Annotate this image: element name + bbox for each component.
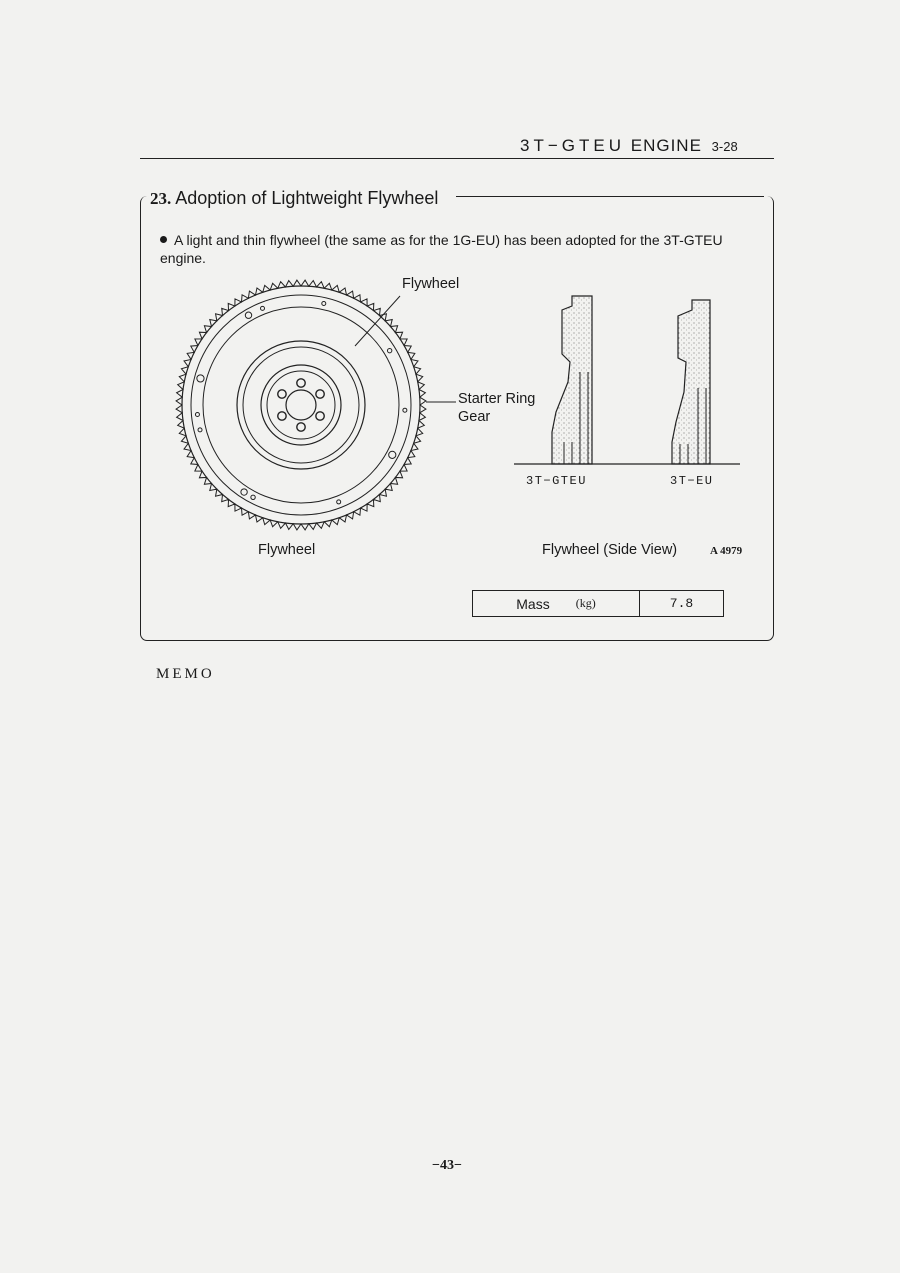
header-page-ref: 3-28	[711, 139, 738, 154]
section-number: 23.	[150, 189, 172, 208]
mass-unit: (kg)	[575, 596, 596, 610]
side-view-label-3t-eu: 3T−EU	[670, 474, 714, 488]
mass-label-cell	[473, 591, 640, 616]
memo-heading: MEMO	[156, 666, 215, 682]
ring-gear-callout-line1: Starter Ring	[458, 391, 536, 407]
figure-code: A 4979	[710, 545, 743, 557]
flywheel-side-view	[508, 292, 748, 472]
mass-table	[472, 590, 724, 617]
ring-gear-callout-line2: Gear	[458, 409, 491, 425]
side-view-label-3t-gteu: 3T−GTEU	[526, 474, 587, 488]
bullet-text: A light and thin flywheel (the same as for the 1G-EU) has been adopted for the 3T-GTEU engine.	[160, 232, 723, 266]
side-view-caption: Flywheel (Side View)	[542, 542, 678, 558]
page-number: −43−	[432, 1158, 462, 1173]
section-title: Adoption of Lightweight Flywheel	[175, 188, 439, 208]
front-view-caption: Flywheel	[258, 542, 316, 558]
engine-code: 3T−GTEU	[520, 136, 625, 155]
header-title-text: ENGINE	[630, 136, 702, 155]
mass-label: Mass	[516, 595, 550, 612]
mass-value: 7.8	[669, 596, 694, 611]
flywheel-callout: Flywheel	[402, 276, 460, 292]
